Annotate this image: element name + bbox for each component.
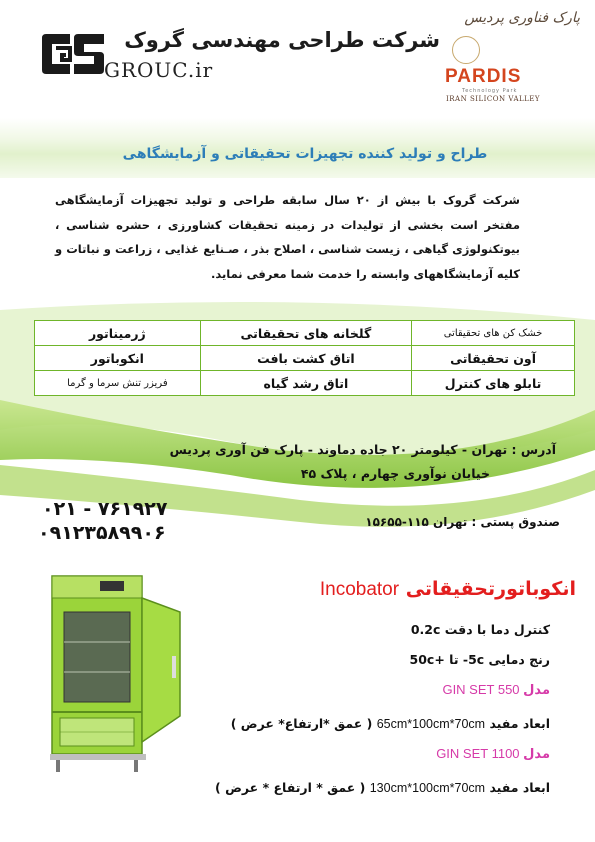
dims-1-note: ( عمق *ارتفاع* عرض ) <box>230 716 373 731</box>
products-table <box>34 320 575 396</box>
table-cell: انکوباتور <box>35 346 201 371</box>
table-cell: تابلو های کنترل <box>412 371 575 396</box>
model-label: مدل <box>523 683 550 698</box>
spec-range: رنج دمایی 5c- تا +50c <box>409 652 550 667</box>
model-label: مدل <box>523 747 550 762</box>
company-name: شرکت طراحی مهندسی گروک <box>124 28 440 52</box>
address-line-1: آدرس : تهران - کیلومتر ۲۰ جاده دماوند - پارک فن آوری پردیس <box>169 442 556 457</box>
model-2-name: GIN SET 1100 <box>436 746 520 761</box>
table-row <box>35 371 575 396</box>
model-2 <box>190 746 550 762</box>
product-title-fa: انکوباتورتحقیقاتی <box>405 578 576 600</box>
table-cell: فریزر تنش سرما و گرما <box>35 371 201 396</box>
pardis-logo: PARDIS <box>445 66 522 87</box>
table-row <box>35 346 575 371</box>
model-1 <box>190 682 550 698</box>
grouc-logo-mark <box>40 30 106 78</box>
dims-2 <box>40 780 550 795</box>
product-title <box>190 578 576 601</box>
dims-1-value: 65cm*100cm*70cm <box>376 717 486 731</box>
table-cell: گلخانه های تحقیقاتی <box>200 321 411 346</box>
dims-2-label: ابعاد مفید <box>489 780 550 795</box>
table-cell: خشک کن های تحقیقاتی <box>412 321 575 346</box>
table-cell: ژرمیناتور <box>35 321 201 346</box>
table-cell: اتاق کشت بافت <box>200 346 411 371</box>
spec-accuracy: کنترل دما با دقت 0.2c <box>410 622 550 637</box>
page-headline: طراح و تولید کننده تجهیزات تحقیقاتی و آزمایشگاهی <box>122 146 488 162</box>
incubator-image <box>30 566 185 841</box>
pardis-subtitle: Technology Park <box>462 88 518 94</box>
pardis-tagline: IRAN SILICON VALLEY <box>446 95 541 103</box>
dims-2-value: 130cm*100cm*70cm <box>369 781 486 795</box>
po-box: صندوق پستی : تهران ۱۱۵-۱۵۶۵۵ <box>365 515 560 529</box>
table-cell: آون تحقیقاتی <box>412 346 575 371</box>
pardis-script-title: پارک فناوری پردیس <box>464 10 580 26</box>
pardis-seal-icon <box>452 36 480 64</box>
phone-landline: ۰۲۱ - ۷۶۱۹۲۷ <box>42 498 168 520</box>
phone-mobile: ۰۹۱۲۳۵۸۹۹۰۶ <box>38 522 166 544</box>
dims-2-note: ( عمق * ارتفاع * عرض ) <box>215 780 366 795</box>
model-1-name: GIN SET 550 <box>442 682 520 697</box>
address-line-2: خیابان نوآوری چهارم ، پلاک ۴۵ <box>300 466 490 481</box>
table-cell: اتاق رشد گیاه <box>200 371 411 396</box>
logo-text: GROUC.ir <box>104 58 214 82</box>
dims-1 <box>40 716 550 731</box>
table-row <box>35 321 575 346</box>
intro-paragraph: شرکت گروک با بیش از ۲۰ سال سابقه طراحی و تولید تجهیزات آزمایشگاهی مفتخر است بخشی از تولیدات در زمینه تحقیقات کشاورزی ، حشره شناسی ، بیوتکنولوژی گیاهی ، زیست شناسی ، اصلاح بذر ، صـنایع غذایی ، زراعت و نباتات و کلیه آزمایشگاههای وابسته را خدمت شما معرفی نماید. <box>55 193 520 281</box>
dims-1-label: ابعاد مفید <box>489 716 550 731</box>
product-title-en: Incobator <box>319 579 400 600</box>
